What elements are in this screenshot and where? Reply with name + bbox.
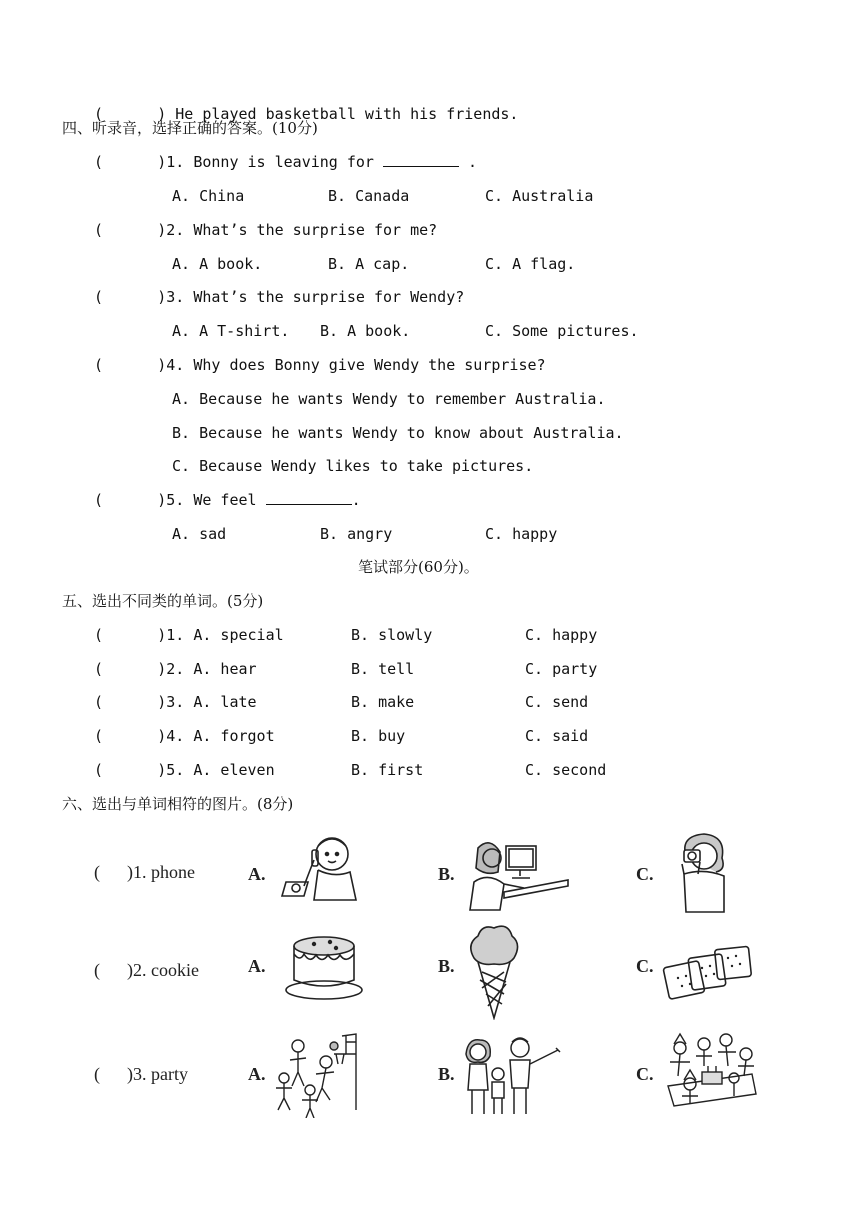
choice-c-label: C. [636,1064,654,1084]
option-a: A. China [172,187,245,205]
question-text: 2. What’s the surprise for me? [166,221,438,239]
s4-q3 [94,287,464,307]
option-a: A. A book. [172,255,263,273]
choice-b-label: B. [438,1064,455,1084]
s5-q4 [94,726,275,746]
choice-c-label: C. [636,956,654,976]
s4-q1 [94,152,477,172]
s5-q5 [94,760,275,780]
option-c: C. Because Wendy likes to take pictures. [172,457,534,475]
section5-heading: 五、选出不同类的单词。(5分) [62,592,264,610]
s5-q3 [94,692,257,712]
s4-q2 [94,220,437,240]
section6-heading: 六、选出与单词相符的图片。(8分) [62,795,294,813]
answer-paren[interactable]: ( ) [94,960,133,980]
question-text: 4. Why does Bonny give Wendy the surprise? [166,356,546,374]
option-b: B. make [351,693,415,711]
option-c: C. happy [485,525,558,543]
cake-icon[interactable] [284,932,364,1002]
fill-blank[interactable] [383,152,459,167]
boy-on-phone-icon[interactable] [274,830,364,906]
answer-paren[interactable]: ( ) [94,727,167,745]
s6-q1 [94,862,195,882]
s6-q2 [94,960,199,980]
birthday-party-icon[interactable] [660,1032,760,1110]
question-text: He played basketball with his friends. [175,105,519,123]
question-text: 1. Bonny is leaving for [166,153,374,171]
choice-a-label: A. [248,956,266,976]
choice-b-label: B. [438,956,455,976]
option-c: C. second [525,761,607,779]
option-c: C. Australia [485,187,594,205]
s5-q1 [94,625,284,645]
answer-paren[interactable]: ( ) [94,693,167,711]
answer-paren[interactable]: ( ) [94,660,167,678]
fill-blank[interactable] [266,490,352,505]
choice-c-label: C. [636,864,654,884]
option-b: B. slowly [351,626,433,644]
option-c: C. said [525,727,589,745]
kids-playing-basketball-icon[interactable] [272,1032,366,1118]
ice-cream-cone-icon[interactable] [464,922,524,1020]
option-a: A. Because he wants Wendy to remember Australia. [172,390,606,408]
cookies-icon[interactable] [662,942,758,1004]
option-c: C. A flag. [485,255,576,273]
option-a: A. late [193,693,257,711]
s6-q3 [94,1064,188,1084]
answer-paren[interactable]: ( ) [94,491,167,509]
option-a: A. A T-shirt. [172,322,290,340]
choice-a-label: A. [248,1064,266,1084]
answer-paren[interactable]: ( ) [94,221,167,239]
option-a: A. sad [172,525,227,543]
option-b: B. first [351,761,424,779]
question-number: 4. [166,727,185,745]
s4-q4 [94,355,546,375]
s4-q5 [94,490,361,510]
question-tail: . [351,491,361,509]
section4-heading: 四、听录音，选择正确的答案。(10分) [62,119,318,137]
written-part-title: 笔试部分(60分)。 [358,558,479,576]
option-c: C. happy [525,626,598,644]
option-a: A. forgot [193,727,275,745]
woman-with-camera-icon[interactable] [676,830,734,914]
option-b: B. angry [320,525,393,543]
answer-paren[interactable]: ( ) [94,105,167,123]
answer-paren[interactable]: ( ) [94,862,133,882]
answer-paren[interactable]: ( ) [94,626,167,644]
option-b: B. Because he wants Wendy to know about Australia. [172,424,624,442]
option-a: A. special [193,626,284,644]
answer-paren[interactable]: ( ) [94,288,167,306]
question-number: 2. [166,660,185,678]
question-number: 3. [166,693,185,711]
option-b: B. tell [351,660,415,678]
option-c: C. Some pictures. [485,322,639,340]
option-a: A. hear [193,660,257,678]
girl-at-computer-icon[interactable] [464,838,572,912]
s5-q2 [94,659,257,679]
answer-paren[interactable]: ( ) [94,761,167,779]
word-label: 2. cookie [133,960,199,980]
option-b: B. A book. [320,322,411,340]
family-walking-icon[interactable] [462,1034,562,1116]
question-number: 1. [166,626,185,644]
option-c: C. send [525,693,589,711]
option-a: A. eleven [193,761,275,779]
word-label: 3. party [133,1064,188,1084]
choice-a-label: A. [248,864,266,884]
answer-paren[interactable]: ( ) [94,1064,133,1084]
option-b: B. A cap. [328,255,410,273]
question-number: 5. [166,761,185,779]
option-b: B. buy [351,727,406,745]
answer-paren[interactable]: ( ) [94,356,167,374]
word-label: 1. phone [133,862,195,882]
question-text: 3. What’s the surprise for Wendy? [166,288,465,306]
answer-paren[interactable]: ( ) [94,153,167,171]
option-c: C. party [525,660,598,678]
question-text: 5. We feel [166,491,257,509]
choice-b-label: B. [438,864,455,884]
option-b: B. Canada [328,187,410,205]
question-tail: . [468,153,478,171]
